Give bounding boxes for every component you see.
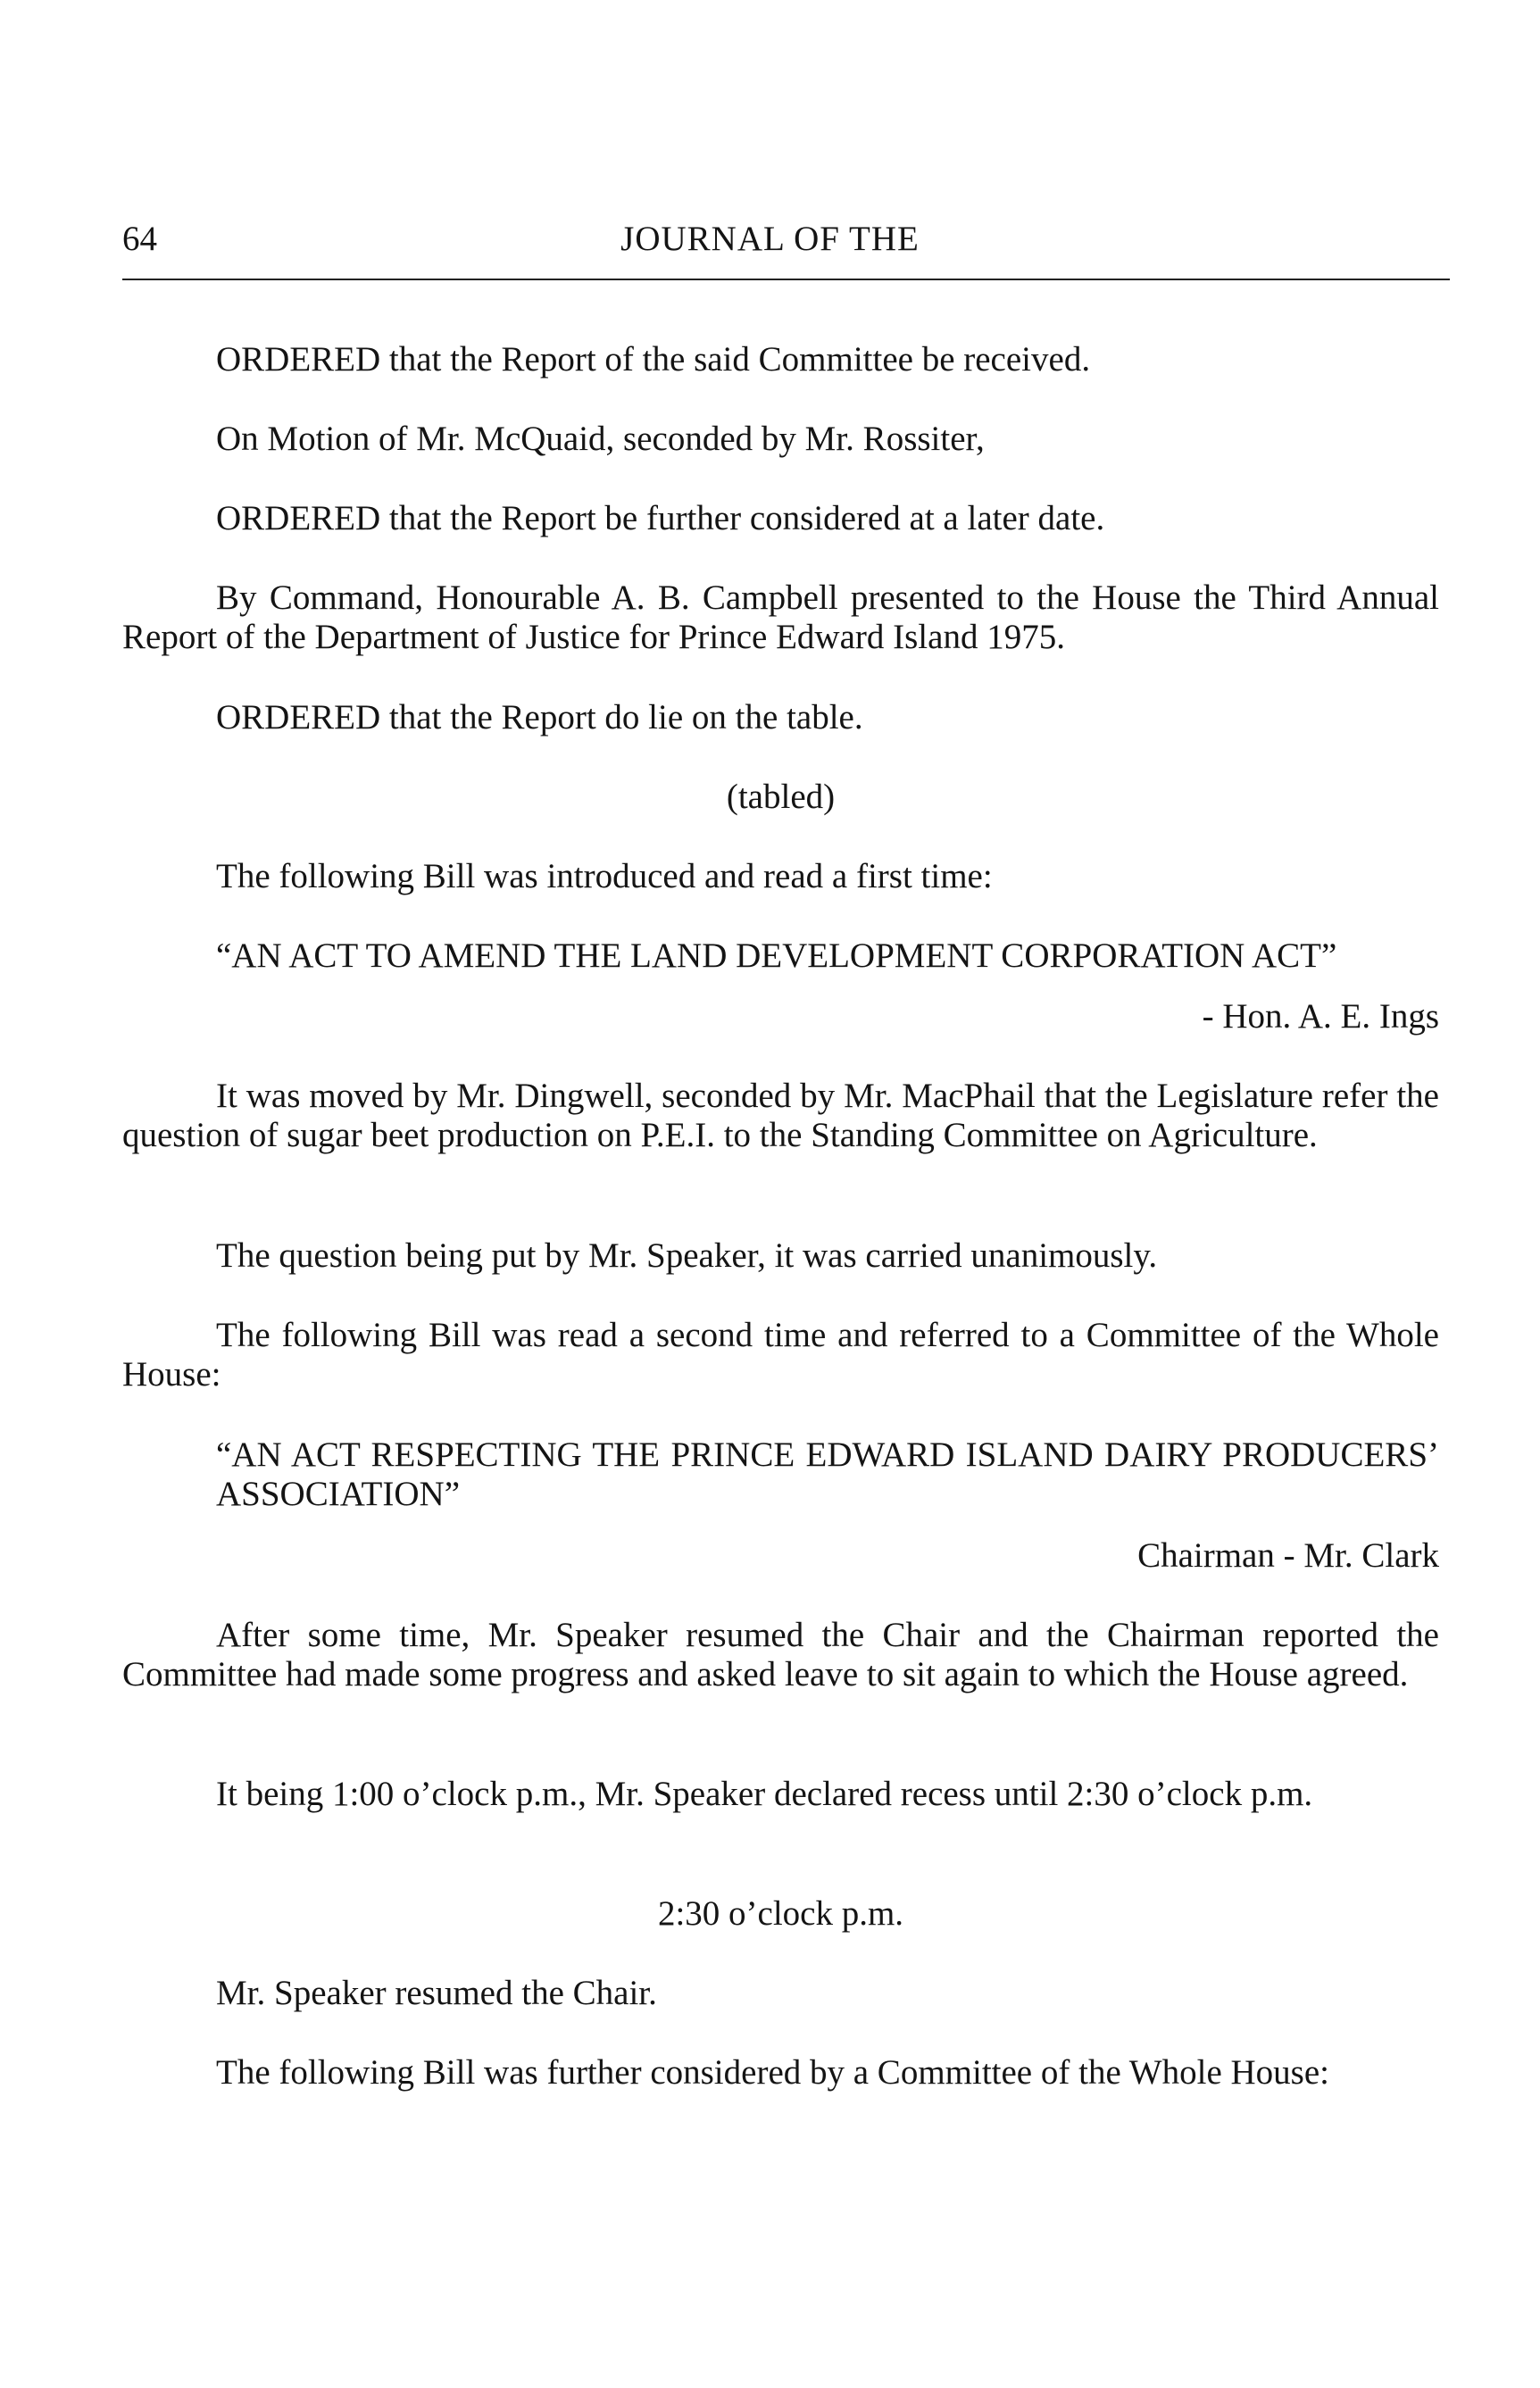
committee-chairman: Chairman - Mr. Clark bbox=[1137, 1536, 1439, 1575]
afternoon-time-heading: 2:30 o’clock p.m. bbox=[657, 1894, 904, 1933]
committee-progress-report: After some time, Mr. Speaker resumed the Chair and the Chairman reported the Committee had made some progress and asked leave to sit again to which the House agreed. bbox=[122, 1616, 1439, 1693]
motion-mcquaid: On Motion of Mr. McQuaid, seconded by Mr. Rossiter, bbox=[216, 420, 985, 458]
header-rule bbox=[122, 279, 1450, 280]
bill-sponsor: - Hon. A. E. Ings bbox=[1202, 997, 1439, 1036]
speaker-resumed-chair: Mr. Speaker resumed the Chair. bbox=[216, 1974, 657, 2012]
bill-dairy-producers-title: “AN ACT RESPECTING THE PRINCE EDWARD ISLAND DAIRY PRODUCERS’ ASSOCIATION” bbox=[216, 1435, 1439, 1513]
bill-first-reading-intro: The following Bill was introduced and read a first time: bbox=[216, 857, 993, 895]
tabled-note: (tabled) bbox=[726, 778, 836, 816]
order-lie-on-table: ORDERED that the Report do lie on the table. bbox=[216, 698, 863, 736]
question-carried: The question being put by Mr. Speaker, it was carried unanimously. bbox=[216, 1236, 1158, 1275]
bill-land-development-title: “AN ACT TO AMEND THE LAND DEVELOPMENT CORPORATION ACT” bbox=[216, 936, 1337, 975]
justice-report-presented: By Command, Honourable A. B. Campbell presented to the House the Third Annual Report of the Department of Justice for Prince Edward Island 1975. bbox=[122, 578, 1439, 656]
sugar-beet-motion: It was moved by Mr. Dingwell, seconded by Mr. MacPhail that the Legislature refer the question of sugar beet production on P.E.I. to the Standing Committee on Agriculture. bbox=[122, 1077, 1439, 1154]
running-head: JOURNAL OF THE bbox=[620, 220, 920, 258]
bill-further-considered: The following Bill was further considered by a Committee of the Whole House: bbox=[216, 2053, 1329, 2092]
recess-declared: It being 1:00 o’clock p.m., Mr. Speaker declared recess until 2:30 o’clock p.m. bbox=[216, 1775, 1313, 1813]
bill-second-reading-intro: The following Bill was read a second time and referred to a Committee of the Whole House: bbox=[122, 1316, 1439, 1394]
order-further-consideration: ORDERED that the Report be further considered at a later date. bbox=[216, 499, 1105, 537]
order-report-received: ORDERED that the Report of the said Committee be received. bbox=[216, 340, 1091, 379]
page-number: 64 bbox=[122, 220, 157, 258]
